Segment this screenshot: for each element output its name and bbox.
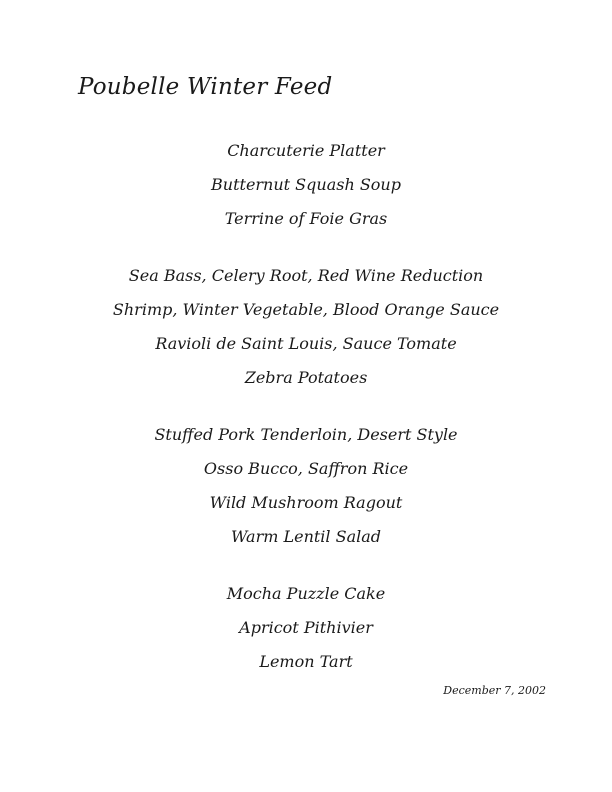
menu-item: Ravioli de Saint Louis, Sauce Tomate <box>155 334 457 353</box>
menu-item: Warm Lentil Salad <box>230 527 382 546</box>
menu-item: Osso Bucco, Saffron Rice <box>203 459 409 478</box>
menu-item: Charcuterie Platter <box>227 141 385 160</box>
menu-item: Wild Mushroom Ragout <box>209 493 403 512</box>
menu-list <box>0 138 612 706</box>
course-desserts <box>0 581 612 683</box>
menu-item: Zebra Potatoes <box>244 368 368 387</box>
menu-item: Stuffed Pork Tenderloin, Desert Style <box>154 425 458 444</box>
menu-date: December 7, 2002 <box>443 684 546 697</box>
course-seafood <box>0 263 612 399</box>
menu-item: Apricot Pithivier <box>239 618 373 637</box>
course-appetizers <box>0 138 612 240</box>
menu-item: Shrimp, Winter Vegetable, Blood Orange Sauce <box>112 300 500 319</box>
menu-item: Sea Bass, Celery Root, Red Wine Reduction <box>128 266 484 285</box>
menu-item: Lemon Tart <box>259 652 353 671</box>
menu-item: Butternut Squash Soup <box>211 175 401 194</box>
course-mains <box>0 422 612 558</box>
menu-item: Mocha Puzzle Cake <box>226 584 386 603</box>
menu-item: Terrine of Foie Gras <box>224 209 388 228</box>
menu-title: Poubelle Winter Feed <box>78 74 333 100</box>
